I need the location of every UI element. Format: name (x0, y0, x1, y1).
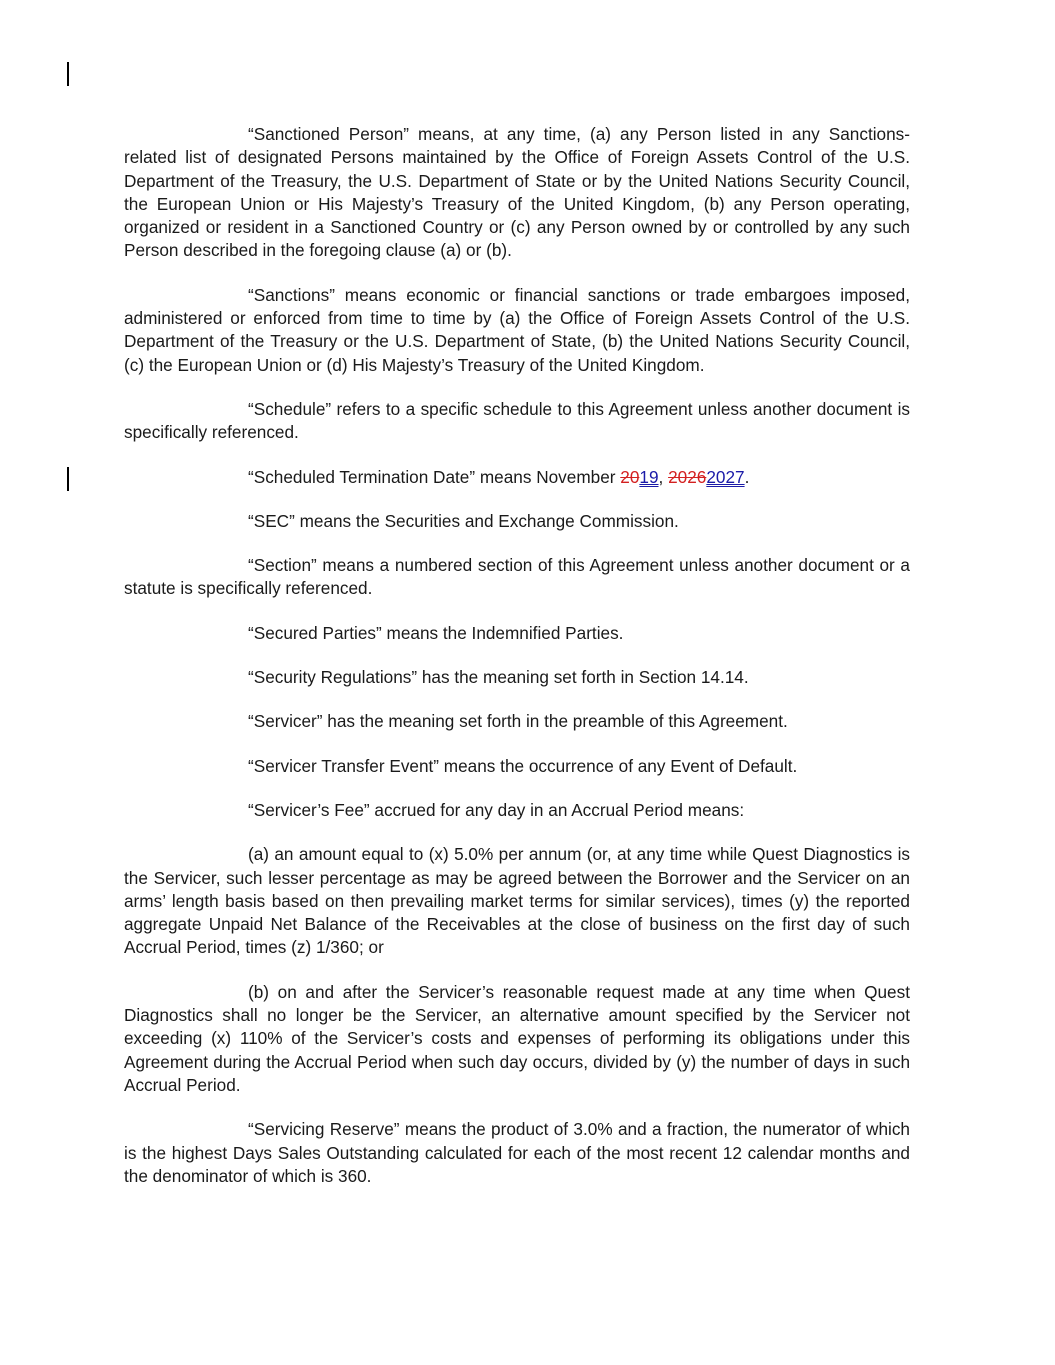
servicers-fee-clause-a: (a) an amount equal to (x) 5.0% per annum (or, at any time while Quest Diagnostics is the Servicer, such lesser percentage as may be agreed between the Borrower and the Servicer on an arms’ length basis based on then prevailing market terms for similar services), times (y) the reported aggregate Unpaid Net Balance of the Receivables at the close of business on the first day of such Accrual Period, times (z) 1/360; or (124, 844, 910, 958)
deleted-year: 2026 (668, 466, 707, 487)
definition-servicers-fee: “Servicer’s Fee” accrued for any day in an Accrual Period means: (248, 799, 745, 820)
inserted-day: 19 (639, 466, 659, 487)
termination-prefix: “Scheduled Termination Date” means November (248, 466, 621, 487)
definition-sanctions: “Sanctions” means economic or financial sanctions or trade embargoes imposed, administered or enforced from time to time by (a) the Office of Foreign Assets Control of the U.S. Department of the Treasury or the U.S. Department of State, (b) the United Nations Security Council, (c) the European Union or (d) His Majesty’s Treasury of the United Kingdom. (124, 284, 910, 375)
definition-servicing-reserve: “Servicing Reserve” means the product of 3.0% and a fraction, the numerator of which is the highest Days Sales Outstanding calculated for each of the most recent 12 calendar months and the denominator of which is 360. (124, 1119, 910, 1186)
servicers-fee-clause-b: (b) on and after the Servicer’s reasonable request made at any time when Quest Diagnostics shall no longer be the Servicer, an alternative amount specified by the Servicer not exceeding (x) 110% of the Servicer’s costs and expenses of performing its obligations under this Agreement during the Accrual Period when such day occurs, divided by (y) the number of days in such Accrual Period. (124, 981, 910, 1095)
document-page (124, 123, 910, 1209)
change-bar-top (67, 62, 69, 86)
change-bar-termination (67, 467, 69, 491)
inserted-year: 2027 (706, 466, 745, 487)
termination-separator: , (658, 466, 669, 487)
definition-servicer: “Servicer” has the meaning set forth in the preamble of this Agreement. (248, 711, 788, 732)
definition-section: “Section” means a numbered section of this Agreement unless another document or a statute is specifically referenced. (124, 555, 910, 599)
deleted-day: 20 (620, 466, 640, 487)
definition-secured-parties: “Secured Parties” means the Indemnified Parties. (248, 622, 624, 643)
definition-servicer-transfer-event: “Servicer Transfer Event” means the occurrence of any Event of Default. (248, 755, 798, 776)
definition-sec: “SEC” means the Securities and Exchange Commission. (248, 510, 679, 531)
definition-security-regulations: “Security Regulations” has the meaning set forth in Section 14.14. (248, 667, 749, 688)
definition-schedule: “Schedule” refers to a specific schedule to this Agreement unless another document is specifically referenced. (124, 398, 910, 443)
termination-suffix: . (744, 466, 750, 487)
definition-sanctioned-person: “Sanctioned Person” means, at any time, (a) any Person listed in any Sanctions-related list of designated Persons maintained by the Office of Foreign Assets Control of the U.S. Department of the Treasury, the U.S. Department of State or by the United Nations Security Council, the European Union or His Majesty’s Treasury of the United Kingdom, (b) any Person operating, organized or resident in a Sanctioned Country or (c) any Person owned by or controlled by any such Person described in the foregoing clause (a) or (b). (124, 124, 910, 261)
definition-scheduled-termination-date (124, 466, 910, 489)
